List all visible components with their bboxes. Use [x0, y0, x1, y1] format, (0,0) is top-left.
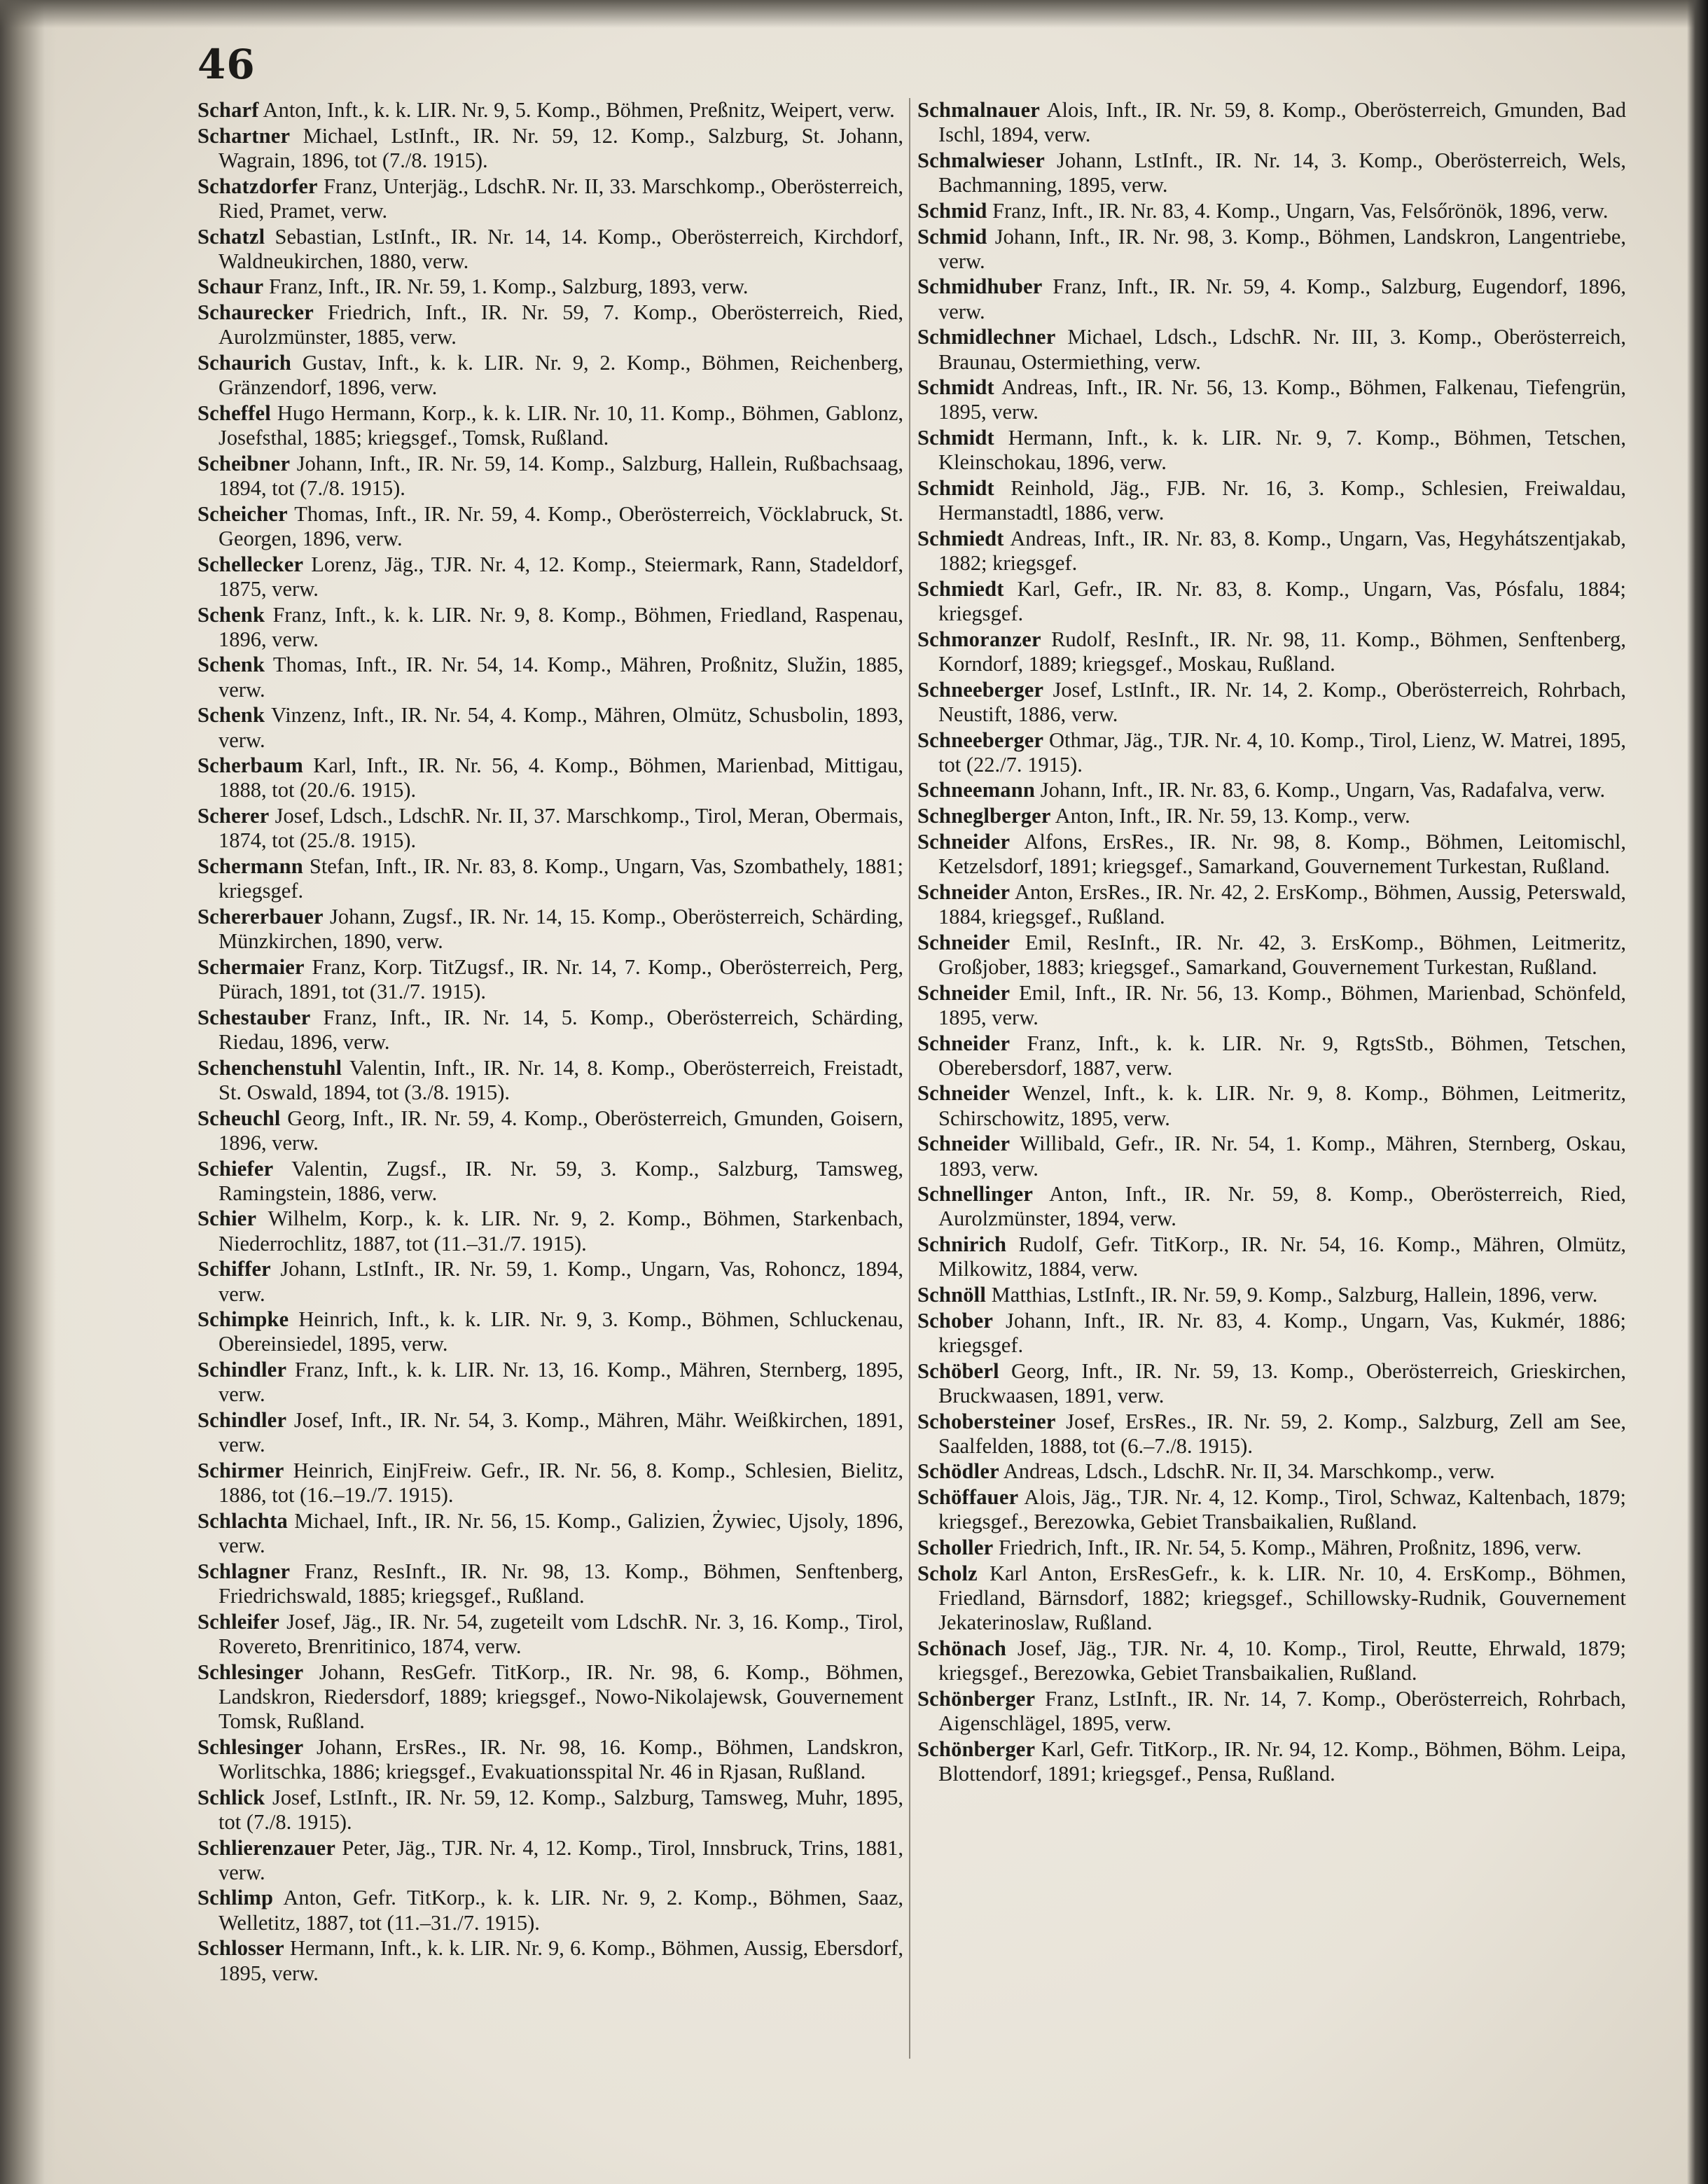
entry-surname: Schlimp	[197, 1886, 274, 1910]
entry-details: Emil, Inft., IR. Nr. 56, 13. Komp., Böhmen, Marienbad, Schönfeld, 1895, verw.	[938, 980, 1626, 1029]
entry-surname: Schneemann	[917, 778, 1036, 802]
entry-details: Josef, Inft., IR. Nr. 54, 3. Komp., Mähren, Mähr. Weißkirchen, 1891, verw.	[218, 1408, 903, 1457]
left-column	[197, 98, 903, 1987]
entry-surname: Scheicher	[197, 501, 288, 526]
entry-details: Anton, Inft., k. k. LIR. Nr. 9, 5. Komp., Böhmen, Preßnitz, Weipert, verw.	[258, 98, 895, 122]
entry-surname: Schenk	[197, 602, 265, 627]
entry-surname: Scheuchl	[197, 1106, 281, 1130]
entry-surname: Schmidlechner	[917, 325, 1056, 349]
list-entry	[917, 1031, 1626, 1080]
list-entry	[197, 1006, 903, 1055]
entry-surname: Schlachta	[197, 1508, 288, 1533]
entry-surname: Schaurich	[197, 351, 291, 375]
entry-details: Johann, ResGefr. TitKorp., IR. Nr. 98, 6. Komp., Böhmen, Landskron, Riedersdorf, 1889; kriegsgef., Nowo-Nikolajewsk, Gouvernement Tomsk, Rußland.	[218, 1660, 903, 1733]
entry-details: Heinrich, Inft., k. k. LIR. Nr. 9, 3. Komp., Böhmen, Schluckenau, Obereinsiedel, 1895, verw.	[218, 1307, 903, 1356]
entry-details: Thomas, Inft., IR. Nr. 59, 4. Komp., Oberösterreich, Vöcklabruck, St. Georgen, 1896, verw.	[218, 501, 903, 550]
list-entry	[917, 325, 1626, 374]
entry-surname: Schlesinger	[197, 1734, 304, 1759]
entry-surname: Schneeberger	[917, 728, 1044, 752]
entry-surname: Schneider	[917, 879, 1011, 904]
entry-details: Johann, ErsRes., IR. Nr. 98, 16. Komp., Böhmen, Landskron, Worlitschka, 1886; kriegsgef., Evakuationsspital Nr. 46 in Rjasan, Rußland.	[218, 1734, 903, 1783]
entry-details: Josef, Jäg., TJR. Nr. 4, 10. Komp., Tirol, Reutte, Ehrwald, 1879; kriegsgef., Berezowka, Gebiet Transbaikalien, Rußland.	[938, 1636, 1626, 1685]
entry-details: Friedrich, Inft., IR. Nr. 54, 5. Komp., Mähren, Proßnitz, 1896, verw.	[993, 1536, 1582, 1560]
list-entry	[917, 375, 1626, 424]
entry-details: Hugo Hermann, Korp., k. k. LIR. Nr. 10, 11. Komp., Böhmen, Gablonz, Josefsthal, 1885; kriegsgef., Tomsk, Rußland.	[218, 401, 903, 450]
list-entry	[197, 753, 903, 802]
list-entry	[197, 1509, 903, 1558]
entry-details: Franz, Inft., k. k. LIR. Nr. 9, RgtsStb., Böhmen, Tetschen, Oberebersdorf, 1887, verw.	[938, 1031, 1626, 1080]
entry-details: Franz, Inft., IR. Nr. 83, 4. Komp., Ungarn, Vas, Felsőrönök, 1896, verw.	[987, 198, 1609, 223]
list-entry	[917, 627, 1626, 676]
list-entry	[197, 1257, 903, 1306]
list-entry	[197, 1459, 903, 1508]
list-entry	[197, 1408, 903, 1457]
entry-surname: Schneider	[917, 829, 1011, 854]
entry-surname: Schmalnauer	[917, 98, 1041, 122]
entry-surname: Schimpke	[197, 1307, 289, 1332]
entry-details: Matthias, LstInft., IR. Nr. 59, 9. Komp., Salzburg, Hallein, 1896, verw.	[986, 1283, 1598, 1307]
list-entry	[197, 1886, 903, 1935]
entry-details: Franz, Inft., IR. Nr. 59, 4. Komp., Salzburg, Eugendorf, 1896, verw.	[938, 274, 1626, 324]
entry-details: Alois, Inft., IR. Nr. 59, 8. Komp., Oberösterreich, Gmunden, Bad Ischl, 1894, verw.	[938, 98, 1626, 147]
entry-surname: Schaurecker	[197, 300, 314, 325]
list-entry	[197, 124, 903, 173]
list-entry	[917, 1081, 1626, 1130]
entry-surname: Schermann	[197, 854, 303, 879]
list-entry	[197, 452, 903, 501]
entry-details: Anton, Gefr. TitKorp., k. k. LIR. Nr. 9, 2. Komp., Böhmen, Saaz, Welletitz, 1887, tot (11.–31./7. 1915).	[218, 1886, 903, 1935]
entry-details: Emil, ResInft., IR. Nr. 42, 3. ErsKomp., Böhmen, Leitmeritz, Großjober, 1883; kriegsgef., Samarkand, Gouvernement Turkestan, Rußland.	[938, 930, 1626, 979]
list-entry	[917, 830, 1626, 879]
entry-surname: Scherer	[197, 804, 270, 828]
scan-shadow-left	[0, 0, 56, 2184]
entry-surname: Schindler	[197, 1358, 287, 1382]
list-entry	[917, 1536, 1626, 1560]
entry-details: Michael, LstInft., IR. Nr. 59, 12. Komp., Salzburg, St. Johann, Wagrain, 1896, tot (7./8. 1915).	[218, 123, 903, 172]
entry-surname: Schmidt	[917, 426, 994, 450]
list-entry	[917, 880, 1626, 929]
entry-details: Valentin, Zugsf., IR. Nr. 59, 3. Komp., Salzburg, Tamsweg, Ramingstein, 1886, verw.	[218, 1156, 903, 1205]
list-entry	[197, 1610, 903, 1659]
list-entry	[197, 552, 903, 601]
list-entry	[197, 174, 903, 223]
entry-surname: Schaur	[197, 274, 264, 299]
entry-details: Peter, Jäg., TJR. Nr. 4, 12. Komp., Tirol, Innsbruck, Trins, 1881, verw.	[218, 1835, 903, 1884]
entry-details: Heinrich, EinjFreiw. Gefr., IR. Nr. 56, 8. Komp., Schlesien, Bielitz, 1886, tot (16.–19./7. 1915).	[218, 1458, 903, 1508]
entry-surname: Schnirich	[917, 1232, 1007, 1257]
list-entry	[197, 1836, 903, 1885]
entry-details: Lorenz, Jäg., TJR. Nr. 4, 12. Komp., Steiermark, Rann, Stadeldorf, 1875, verw.	[218, 552, 903, 601]
entry-details: Wilhelm, Korp., k. k. LIR. Nr. 9, 2. Komp., Böhmen, Starkenbach, Niederrochlitz, 1887, tot (11.–31./7. 1915).	[218, 1206, 903, 1256]
entry-details: Karl, Inft., IR. Nr. 56, 4. Komp., Böhmen, Marienbad, Mittigau, 1888, tot (20./6. 1915).	[218, 753, 903, 802]
entry-surname: Schenk	[197, 653, 265, 677]
entry-surname: Schermaier	[197, 954, 305, 979]
list-entry	[197, 502, 903, 551]
list-entry	[917, 98, 1626, 147]
entry-surname: Schnöll	[917, 1283, 987, 1307]
entry-details: Anton, ErsRes., IR. Nr. 42, 2. ErsKomp., Böhmen, Aussig, Peterswald, 1884, kriegsgef., Rußland.	[938, 879, 1626, 928]
entry-surname: Scheffel	[197, 401, 271, 425]
list-entry	[917, 1459, 1626, 1484]
entry-details: Vinzenz, Inft., IR. Nr. 54, 4. Komp., Mähren, Olmütz, Schusbolin, 1893, verw.	[218, 703, 903, 752]
list-entry	[197, 401, 903, 450]
list-entry	[917, 1283, 1626, 1307]
entry-details: Georg, Inft., IR. Nr. 59, 13. Komp., Oberösterreich, Grieskirchen, Bruckwaasen, 1891, verw.	[938, 1358, 1626, 1407]
list-entry	[197, 653, 903, 702]
list-entry	[197, 1307, 903, 1356]
entry-details: Andreas, Inft., IR. Nr. 83, 8. Komp., Ungarn, Vas, Hegyhátszentjakab, 1882; kriegsgef.	[938, 526, 1626, 576]
entry-details: Stefan, Inft., IR. Nr. 83, 8. Komp., Ungarn, Vas, Szombathely, 1881; kriegsgef.	[218, 854, 903, 903]
entry-surname: Schiffer	[197, 1257, 271, 1281]
entry-surname: Schererbauer	[197, 905, 324, 928]
entry-details: Friedrich, Inft., IR. Nr. 59, 7. Komp., Oberösterreich, Ried, Aurolzmünster, 1885, verw.	[218, 300, 903, 349]
entry-surname: Schenchenstuhl	[197, 1055, 342, 1080]
list-entry	[917, 199, 1626, 223]
entry-surname: Schindler	[197, 1408, 287, 1433]
entry-surname: Schneider	[917, 1081, 1011, 1106]
entry-surname: Schober	[917, 1308, 994, 1333]
entry-surname: Scharf	[197, 98, 259, 122]
entry-details: Johann, Zugsf., IR. Nr. 14, 15. Komp., Oberösterreich, Schärding, Münzkirchen, 1890, verw.	[218, 905, 903, 954]
list-entry	[197, 225, 903, 274]
entry-details: Josef, Ldsch., LdschR. Nr. II, 37. Marschkomp., Tirol, Meran, Obermais, 1874, tot (25./8. 1915).	[218, 804, 903, 853]
entry-surname: Schönberger	[917, 1686, 1036, 1711]
list-entry	[917, 476, 1626, 525]
entry-details: Franz, Inft., k. k. LIR. Nr. 13, 16. Komp., Mähren, Sternberg, 1895, verw.	[218, 1358, 903, 1407]
list-entry	[197, 1660, 903, 1734]
list-entry	[917, 1562, 1626, 1636]
list-entry	[917, 1232, 1626, 1281]
entry-details: Wenzel, Inft., k. k. LIR. Nr. 9, 8. Komp., Böhmen, Leitmeritz, Schirschowitz, 1895, verw.	[938, 1081, 1626, 1130]
list-entry	[197, 1786, 903, 1835]
list-entry	[197, 1056, 903, 1105]
entry-details: Franz, Inft., IR. Nr. 59, 1. Komp., Salzburg, 1893, verw.	[263, 274, 749, 299]
entry-details: Franz, LstInft., IR. Nr. 14, 7. Komp., Oberösterreich, Rohrbach, Aigenschlägel, 1895, verw.	[938, 1686, 1626, 1735]
entry-details: Franz, ResInft., IR. Nr. 98, 13. Komp., Böhmen, Senftenberg, Friedrichswald, 1885; kriegsgef., Rußland.	[218, 1559, 903, 1608]
list-entry	[197, 1936, 903, 1985]
entry-surname: Schiefer	[197, 1156, 274, 1181]
list-entry	[917, 1132, 1626, 1181]
entry-surname: Scherbaum	[197, 753, 303, 778]
entry-surname: Schmid	[917, 198, 987, 223]
entry-surname: Scholz	[917, 1561, 978, 1585]
entry-surname: Schneglberger	[917, 804, 1051, 828]
list-entry	[197, 274, 903, 299]
entry-surname: Schobersteiner	[917, 1409, 1056, 1433]
entry-surname: Schöffauer	[917, 1485, 1019, 1510]
entry-surname: Schönberger	[917, 1737, 1036, 1761]
entry-surname: Schneeberger	[917, 677, 1044, 702]
entry-surname: Schmidt	[917, 476, 994, 501]
entry-surname: Schlesinger	[197, 1660, 304, 1684]
entry-surname: Schirmer	[197, 1458, 284, 1482]
entry-details: Andreas, Inft., IR. Nr. 56, 13. Komp., Böhmen, Falkenau, Tiefengrün, 1895, verw.	[938, 375, 1626, 424]
entry-details: Franz, Inft., k. k. LIR. Nr. 9, 8. Komp., Böhmen, Friedland, Raspenau, 1896, verw.	[218, 602, 903, 651]
list-entry	[197, 1157, 903, 1206]
list-entry	[917, 931, 1626, 980]
entry-surname: Schneider	[917, 980, 1011, 1005]
entry-details: Johann, LstInft., IR. Nr. 14, 3. Komp., Oberösterreich, Wels, Bachmanning, 1895, verw.	[938, 148, 1626, 197]
list-entry	[197, 98, 903, 123]
entry-surname: Schmidt	[917, 375, 994, 400]
entry-surname: Schartner	[197, 123, 291, 148]
entry-details: Georg, Inft., IR. Nr. 59, 4. Komp., Oberösterreich, Gmunden, Goisern, 1896, verw.	[218, 1106, 903, 1155]
entry-surname: Schmiedt	[917, 576, 1004, 601]
entry-details: Johann, Inft., IR. Nr. 83, 4. Komp., Ungarn, Vas, Kukmér, 1886; kriegsgef.	[938, 1308, 1626, 1357]
entry-surname: Schmidhuber	[917, 274, 1043, 299]
entry-details: Valentin, Inft., IR. Nr. 14, 8. Komp., Oberösterreich, Freistadt, St. Oswald, 1894, tot (3./8. 1915).	[218, 1055, 903, 1104]
entry-surname: Schneider	[917, 1031, 1011, 1055]
entry-details: Josef, LstInft., IR. Nr. 14, 2. Komp., Oberösterreich, Rohrbach, Neustift, 1886, verw.	[938, 677, 1626, 726]
entry-surname: Schnellinger	[917, 1182, 1034, 1206]
entry-details: Hermann, Inft., k. k. LIR. Nr. 9, 6. Komp., Böhmen, Aussig, Ebersdorf, 1895, verw.	[218, 1936, 903, 1985]
scan-shadow-right	[1687, 0, 1708, 2184]
entry-details: Michael, Ldsch., LdschR. Nr. III, 3. Komp., Oberösterreich, Braunau, Ostermiething, verw.	[938, 325, 1626, 374]
entry-surname: Schneider	[917, 1132, 1011, 1156]
entry-details: Anton, Inft., IR. Nr. 59, 13. Komp., verw.	[1050, 804, 1410, 828]
entry-surname: Schlagner	[197, 1559, 291, 1583]
list-entry	[917, 1737, 1626, 1786]
entry-details: Andreas, Ldsch., LdschR. Nr. II, 34. Marschkomp., verw.	[999, 1459, 1495, 1484]
list-entry	[917, 778, 1626, 802]
entry-surname: Schmid	[917, 224, 987, 249]
entry-details: Willibald, Gefr., IR. Nr. 54, 1. Komp., Mähren, Sternberg, Oskau, 1893, verw.	[938, 1132, 1626, 1181]
entry-surname: Schmalwieser	[917, 148, 1045, 172]
list-entry	[197, 351, 903, 400]
entry-surname: Schatzdorfer	[197, 174, 318, 198]
list-entry	[197, 1106, 903, 1155]
list-entry	[917, 678, 1626, 727]
entry-details: Anton, Inft., IR. Nr. 59, 8. Komp., Oberösterreich, Ried, Aurolzmünster, 1894, verw.	[938, 1182, 1626, 1231]
list-entry	[917, 225, 1626, 274]
entry-details: Alfons, ErsRes., IR. Nr. 98, 8. Komp., Böhmen, Leitomischl, Ketzelsdorf, 1891; kriegsgef., Samarkand, Gouvernement Turkestan, Rußland.	[938, 829, 1626, 879]
list-entry	[917, 1485, 1626, 1534]
entry-surname: Schatzl	[197, 224, 265, 249]
list-entry	[197, 1206, 903, 1256]
list-entry	[197, 1559, 903, 1608]
list-entry	[917, 274, 1626, 324]
list-entry	[197, 300, 903, 349]
entry-details: Rudolf, ResInft., IR. Nr. 98, 11. Komp., Böhmen, Senftenberg, Korndorf, 1889; kriegsgef., Moskau, Rußland.	[938, 627, 1626, 676]
list-entry	[917, 1636, 1626, 1685]
entry-surname: Scheibner	[197, 451, 291, 475]
list-entry	[917, 1182, 1626, 1231]
entry-details: Johann, Inft., IR. Nr. 98, 3. Komp., Böhmen, Landskron, Langentriebe, verw.	[938, 224, 1626, 273]
list-entry	[917, 1309, 1626, 1358]
entry-details: Johann, Inft., IR. Nr. 59, 14. Komp., Salzburg, Hallein, Rußbachsaag, 1894, tot (7./8. 1915).	[218, 451, 903, 501]
list-entry	[197, 804, 903, 853]
right-column	[917, 98, 1626, 1788]
list-entry	[917, 981, 1626, 1030]
list-entry	[197, 1358, 903, 1407]
entry-details: Josef, LstInft., IR. Nr. 59, 12. Komp., Salzburg, Tamsweg, Muhr, 1895, tot (7./8. 1915).	[218, 1785, 903, 1834]
entry-surname: Schleifer	[197, 1609, 279, 1634]
list-entry	[917, 1687, 1626, 1736]
column-divider	[909, 98, 910, 2059]
entry-surname: Schellecker	[197, 552, 304, 576]
entry-surname: Schmiedt	[917, 526, 1004, 550]
entry-surname: Schneider	[917, 930, 1011, 954]
entry-surname: Schönach	[917, 1636, 1007, 1660]
entry-surname: Scholler	[917, 1536, 994, 1560]
list-entry	[917, 527, 1626, 576]
list-entry	[197, 955, 903, 1004]
entry-surname: Schöberl	[917, 1358, 999, 1383]
entry-details: Franz, Korp. TitZugsf., IR. Nr. 14, 7. Komp., Oberösterreich, Perg, Pürach, 1891, tot (31./7. 1915).	[218, 954, 903, 1004]
entry-surname: Schödler	[917, 1459, 999, 1484]
page-number: 46	[197, 41, 256, 88]
entry-surname: Schestauber	[197, 1005, 311, 1029]
entry-details: Thomas, Inft., IR. Nr. 54, 14. Komp., Mähren, Proßnitz, Služin, 1885, verw.	[218, 653, 903, 702]
entry-details: Sebastian, LstInft., IR. Nr. 14, 14. Komp., Oberösterreich, Kirchdorf, Waldneukirchen, 1880, verw.	[218, 224, 903, 273]
entry-surname: Schenk	[197, 703, 265, 728]
entry-details: Johann, Inft., IR. Nr. 83, 6. Komp., Ungarn, Vas, Radafalva, verw.	[1035, 778, 1606, 802]
entry-details: Karl, Gefr., IR. Nr. 83, 8. Komp., Ungarn, Vas, Pósfalu, 1884; kriegsgef.	[938, 576, 1626, 626]
entry-details: Josef, ErsRes., IR. Nr. 59, 2. Komp., Salzburg, Zell am See, Saalfelden, 1888, tot (6.–7./8. 1915).	[938, 1409, 1626, 1458]
list-entry	[197, 703, 903, 752]
entry-surname: Schlosser	[197, 1936, 284, 1961]
entry-surname: Schlierenzauer	[197, 1835, 336, 1860]
entry-surname: Schier	[197, 1206, 257, 1231]
entry-details: Josef, Jäg., IR. Nr. 54, zugeteilt vom LdschR. Nr. 3, 16. Komp., Tirol, Rovereto, Brenritinico, 1874, verw.	[218, 1609, 903, 1658]
list-entry	[917, 1410, 1626, 1459]
list-entry	[917, 728, 1626, 777]
entry-details: Othmar, Jäg., TJR. Nr. 4, 10. Komp., Tirol, Lienz, W. Matrei, 1895, tot (22./7. 1915).	[938, 728, 1626, 777]
entry-details: Alois, Jäg., TJR. Nr. 4, 12. Komp., Tirol, Schwaz, Kaltenbach, 1879; kriegsgef., Berezowka, Gebiet Transbaikalien, Rußland.	[938, 1485, 1626, 1534]
entry-details: Reinhold, Jäg., FJB. Nr. 16, 3. Komp., Schlesien, Freiwaldau, Hermanstadtl, 1886, verw.	[938, 476, 1626, 525]
entry-details: Gustav, Inft., k. k. LIR. Nr. 9, 2. Komp., Böhmen, Reichenberg, Gränzendorf, 1896, verw.	[218, 351, 903, 400]
entry-details: Franz, Unterjäg., LdschR. Nr. II, 33. Marschkomp., Oberösterreich, Ried, Pramet, verw.	[218, 174, 903, 223]
list-entry	[197, 854, 903, 903]
entry-surname: Schlick	[197, 1785, 265, 1809]
list-entry	[917, 804, 1626, 828]
entry-details: Karl Anton, ErsResGefr., k. k. LIR. Nr. 10, 4. ErsKomp., Böhmen, Friedland, Bärnsdorf, 1882; kriegsgef., Schillowsky-Rudnik, Gouvernement Jekaterinoslaw, Rußland.	[938, 1561, 1626, 1635]
entry-details: Hermann, Inft., k. k. LIR. Nr. 9, 7. Komp., Böhmen, Tetschen, Kleinschokau, 1896, verw.	[938, 426, 1626, 475]
list-entry	[197, 905, 903, 954]
entry-details: Rudolf, Gefr. TitKorp., IR. Nr. 54, 16. Komp., Mähren, Olmütz, Milkowitz, 1884, verw.	[938, 1232, 1626, 1281]
entry-details: Franz, Inft., IR. Nr. 14, 5. Komp., Oberösterreich, Schärding, Riedau, 1896, verw.	[218, 1005, 903, 1055]
entry-surname: Schmoranzer	[917, 627, 1041, 651]
list-entry	[197, 603, 903, 652]
list-entry	[917, 426, 1626, 475]
list-entry	[917, 577, 1626, 626]
scan-shadow-top	[0, 0, 1708, 28]
entry-details: Karl, Gefr. TitKorp., IR. Nr. 94, 12. Komp., Böhmen, Böhm. Leipa, Blottendorf, 1891; kriegsgef., Pensa, Rußland.	[938, 1737, 1626, 1786]
list-entry	[197, 1735, 903, 1784]
entry-details: Johann, LstInft., IR. Nr. 59, 1. Komp., Ungarn, Vas, Rohoncz, 1894, verw.	[218, 1257, 903, 1306]
list-entry	[917, 1359, 1626, 1408]
entry-details: Michael, Inft., IR. Nr. 56, 15. Komp., Galizien, Żywiec, Ujsoly, 1896, verw.	[218, 1508, 903, 1558]
list-entry	[917, 148, 1626, 197]
